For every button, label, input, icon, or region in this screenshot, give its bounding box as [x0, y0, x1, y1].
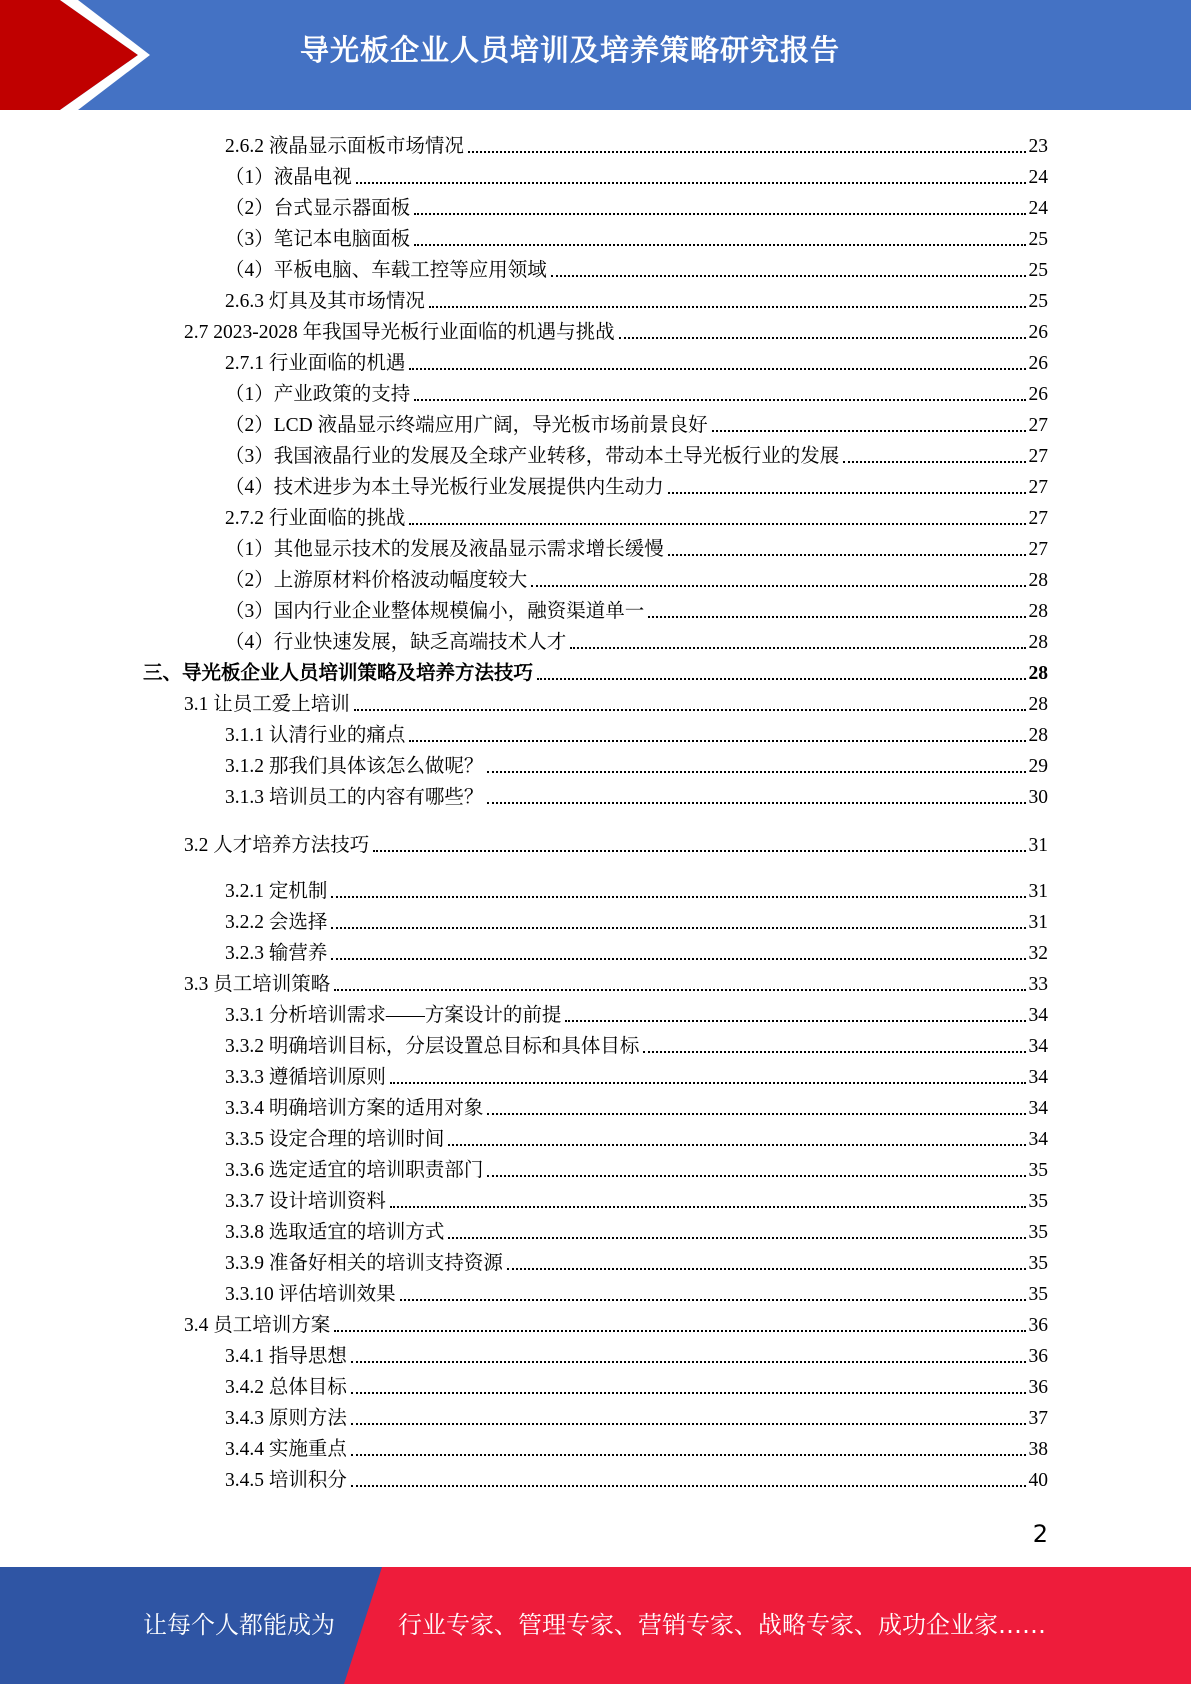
- toc-entry[interactable]: [225, 282, 1048, 313]
- toc-entry-page: 32: [1028, 943, 1048, 964]
- toc-entry-page: 33: [1028, 974, 1048, 995]
- toc-dot-leader: [507, 1268, 1026, 1270]
- toc-dot-leader: [487, 1175, 1025, 1177]
- toc-dot-leader: [712, 430, 1026, 432]
- toc-entry-label: （4）技术进步为本土导光板行业发展提供内生动力: [225, 477, 664, 498]
- toc-entry-label: 3.1.2 那我们具体该怎么做呢？: [225, 756, 484, 777]
- toc-dot-leader: [429, 306, 1026, 308]
- toc-entry-label: 3.1 让员工爱上培训: [184, 694, 350, 715]
- toc-entry-label: （1）液晶电视: [225, 167, 352, 188]
- toc-dot-leader: [619, 337, 1026, 339]
- toc-entry-label: （1）其他显示技术的发展及液晶显示需求增长缓慢: [225, 539, 664, 560]
- toc-entry[interactable]: [184, 1306, 1048, 1337]
- toc-dot-leader: [537, 678, 1025, 680]
- toc-dot-leader: [334, 989, 1025, 991]
- toc-entry[interactable]: [225, 468, 1048, 499]
- toc-entry[interactable]: [225, 189, 1048, 220]
- toc-entry-page: 31: [1028, 881, 1048, 902]
- toc-entry-label: （4）平板电脑、车载工控等应用领域: [225, 260, 547, 281]
- toc-dot-leader: [551, 275, 1026, 277]
- toc-entry-label: （3）我国液晶行业的发展及全球产业转移，带动本土导光板行业的发展: [225, 446, 840, 467]
- toc-entry-page: 40: [1028, 1470, 1048, 1491]
- toc-entry[interactable]: [225, 530, 1048, 561]
- toc-dot-leader: [331, 927, 1025, 929]
- toc-entry-label: 3.3.9 准备好相关的培训支持资源: [225, 1253, 503, 1274]
- toc-entry-page: 28: [1028, 601, 1048, 622]
- toc-entry-page: 27: [1028, 508, 1048, 529]
- toc-entry-label: 3.4.3 原则方法: [225, 1408, 347, 1429]
- toc-entry[interactable]: [225, 344, 1048, 375]
- toc-entry[interactable]: [225, 996, 1048, 1027]
- toc-dot-leader: [351, 1423, 1026, 1425]
- toc-dot-leader: [331, 958, 1025, 960]
- toc-entry-page: 34: [1028, 1005, 1048, 1026]
- toc-entry-label: 3.2.1 定机制: [225, 881, 328, 902]
- toc-entry-label: 2.7.2 行业面临的挑战: [225, 508, 406, 529]
- toc-entry[interactable]: [225, 716, 1048, 747]
- toc-dot-leader: [354, 709, 1026, 711]
- toc-entry[interactable]: [225, 1461, 1048, 1492]
- toc-entry[interactable]: [225, 592, 1048, 623]
- toc-entry-label: 3.3.3 遵循培训原则: [225, 1067, 386, 1088]
- toc-dot-leader: [468, 151, 1026, 153]
- toc-entry-page: 34: [1028, 1036, 1048, 1057]
- toc-entry-label: 3.3.10 评估培训效果: [225, 1284, 396, 1305]
- toc-entry[interactable]: [225, 903, 1048, 934]
- toc-dot-leader: [487, 771, 1025, 773]
- toc-entry-label: （2）LCD 液晶显示终端应用广阔，导光板市场前景良好: [225, 415, 708, 436]
- toc-dot-leader: [531, 585, 1025, 587]
- toc-entry[interactable]: [225, 437, 1048, 468]
- toc-entry-label: 3.3.4 明确培训方案的适用对象: [225, 1098, 484, 1119]
- toc-entry-label: （1）产业政策的支持: [225, 384, 411, 405]
- toc-entry-page: 27: [1028, 477, 1048, 498]
- toc-entry-page: 24: [1028, 198, 1048, 219]
- toc-entry[interactable]: [184, 826, 1048, 857]
- toc-dot-leader: [390, 1082, 1026, 1084]
- toc-entry-page: 35: [1028, 1222, 1048, 1243]
- toc-entry[interactable]: [225, 747, 1048, 778]
- toc-entry-label: 3.3.6 选定适宜的培训职责部门: [225, 1160, 484, 1181]
- toc-entry[interactable]: [225, 1182, 1048, 1213]
- toc-entry-label: 3.3.2 明确培训目标，分层设置总目标和具体目标: [225, 1036, 640, 1057]
- toc-entry-page: 28: [1028, 663, 1048, 684]
- toc-entry[interactable]: [225, 1368, 1048, 1399]
- toc-dot-leader: [400, 1299, 1026, 1301]
- toc-entry-label: 3.1.3 培训员工的内容有哪些？: [225, 787, 484, 808]
- toc-dot-leader: [668, 492, 1026, 494]
- toc-entry-label: 3.2 人才培养方法技巧: [184, 835, 370, 856]
- toc-entry[interactable]: [225, 1151, 1048, 1182]
- toc-entry[interactable]: [225, 406, 1048, 437]
- toc-entry-label: 3.4 员工培训方案: [184, 1315, 331, 1336]
- toc-entry[interactable]: [225, 1275, 1048, 1306]
- toc-dot-leader: [414, 213, 1025, 215]
- toc-entry-label: 2.6.2 液晶显示面板市场情况: [225, 136, 464, 157]
- header-arrow-decoration: [0, 0, 160, 110]
- toc-entry-page: 34: [1028, 1067, 1048, 1088]
- toc-dot-leader: [409, 740, 1025, 742]
- toc-entry-label: 三、导光板企业人员培训策略及培养方法技巧: [143, 663, 534, 684]
- toc-dot-leader: [843, 461, 1025, 463]
- toc-entry[interactable]: [225, 158, 1048, 189]
- toc-entry-label: 3.3.7 设计培训资料: [225, 1191, 386, 1212]
- toc-dot-leader: [570, 647, 1025, 649]
- toc-entry-label: 2.7.1 行业面临的机遇: [225, 353, 406, 374]
- toc-entry-page: 35: [1028, 1253, 1048, 1274]
- toc-entry-page: 25: [1028, 260, 1048, 281]
- toc-entry-page: 35: [1028, 1284, 1048, 1305]
- toc-dot-leader: [414, 399, 1025, 401]
- toc-entry[interactable]: [225, 1027, 1048, 1058]
- toc-entry-page: 26: [1028, 384, 1048, 405]
- toc-entry[interactable]: [225, 872, 1048, 903]
- toc-entry-label: 3.4.2 总体目标: [225, 1377, 347, 1398]
- toc-entry[interactable]: [225, 127, 1048, 158]
- toc-dot-leader: [648, 616, 1025, 618]
- toc-entry-page: 28: [1028, 694, 1048, 715]
- toc-entry-page: 31: [1028, 912, 1048, 933]
- toc-entry[interactable]: [184, 965, 1048, 996]
- toc-entry-page: 28: [1028, 570, 1048, 591]
- toc-entry-label: （2）上游原材料价格波动幅度较大: [225, 570, 528, 591]
- toc-entry-label: 3.4.1 指导思想: [225, 1346, 347, 1367]
- toc-entry[interactable]: [143, 654, 1048, 685]
- toc-entry-page: 23: [1028, 136, 1048, 157]
- toc-entry[interactable]: [184, 313, 1048, 344]
- toc-entry-page: 28: [1028, 632, 1048, 653]
- toc-entry[interactable]: [225, 778, 1048, 809]
- toc-dot-leader: [487, 802, 1025, 804]
- toc-dot-leader: [351, 1361, 1026, 1363]
- toc-entry-page: 38: [1028, 1439, 1048, 1460]
- toc-entry-page: 28: [1028, 725, 1048, 746]
- toc-dot-leader: [409, 523, 1025, 525]
- page-number: 2: [1032, 1520, 1048, 1548]
- toc-entry-page: 37: [1028, 1408, 1048, 1429]
- toc-entry-page: 36: [1028, 1346, 1048, 1367]
- toc-entry-page: 30: [1028, 787, 1048, 808]
- toc-entry[interactable]: [225, 1089, 1048, 1120]
- toc-entry[interactable]: [225, 1244, 1048, 1275]
- toc-entry-page: 29: [1028, 756, 1048, 777]
- toc-dot-leader: [448, 1237, 1025, 1239]
- toc-dot-leader: [351, 1485, 1026, 1487]
- toc-dot-leader: [334, 1330, 1025, 1332]
- toc-entry[interactable]: [225, 1430, 1048, 1461]
- toc-entry-label: 3.3 员工培训策略: [184, 974, 331, 995]
- toc-entry[interactable]: [225, 1213, 1048, 1244]
- toc-dot-leader: [643, 1051, 1025, 1053]
- toc-entry-label: 2.6.3 灯具及其市场情况: [225, 291, 425, 312]
- toc-dot-leader: [448, 1144, 1025, 1146]
- toc-entry-page: 36: [1028, 1315, 1048, 1336]
- toc-dot-leader: [331, 896, 1025, 898]
- toc-entry-label: （2）台式显示器面板: [225, 198, 411, 219]
- toc-entry[interactable]: [184, 685, 1048, 716]
- toc-entry-label: （3）国内行业企业整体规模偏小，融资渠道单一: [225, 601, 645, 622]
- page-title: 导光板企业人员培训及培养策略研究报告: [300, 33, 841, 67]
- toc-entry[interactable]: [225, 1058, 1048, 1089]
- footer-slogan-right: 行业专家、管理专家、营销专家、战略专家、成功企业家……: [398, 1611, 1046, 1639]
- toc-entry-page: 26: [1028, 353, 1048, 374]
- toc-entry-label: （3）笔记本电脑面板: [225, 229, 411, 250]
- toc-entry-label: 3.1.1 认清行业的痛点: [225, 725, 406, 746]
- toc-entry-label: 3.2.3 输营养: [225, 943, 328, 964]
- toc-entry-page: 27: [1028, 415, 1048, 436]
- toc-entry-page: 27: [1028, 539, 1048, 560]
- toc-dot-leader: [414, 244, 1025, 246]
- toc-entry[interactable]: [225, 561, 1048, 592]
- toc-dot-leader: [351, 1454, 1026, 1456]
- toc-entry[interactable]: [225, 1399, 1048, 1430]
- toc-entry-page: 25: [1028, 291, 1048, 312]
- toc-entry-page: 25: [1028, 229, 1048, 250]
- toc-entry-page: 31: [1028, 835, 1048, 856]
- toc-entry-page: 35: [1028, 1191, 1048, 1212]
- toc-entry-page: 26: [1028, 322, 1048, 343]
- toc-entry-label: 3.4.4 实施重点: [225, 1439, 347, 1460]
- toc-dot-leader: [487, 1113, 1025, 1115]
- toc-entry[interactable]: [225, 375, 1048, 406]
- toc-dot-leader: [668, 554, 1026, 556]
- toc-dot-leader: [565, 1020, 1025, 1022]
- page-header: [0, 0, 1191, 110]
- toc-entry-label: （4）行业快速发展，缺乏高端技术人才: [225, 632, 567, 653]
- toc-entry[interactable]: [225, 1120, 1048, 1151]
- toc-entry-page: 34: [1028, 1098, 1048, 1119]
- toc-dot-leader: [373, 850, 1025, 852]
- toc-entry-label: 3.3.5 设定合理的培训时间: [225, 1129, 445, 1150]
- toc-entry-label: 3.3.8 选取适宜的培训方式: [225, 1222, 445, 1243]
- toc-entry[interactable]: [225, 1337, 1048, 1368]
- toc-entry-page: 24: [1028, 167, 1048, 188]
- toc-entry-page: 36: [1028, 1377, 1048, 1398]
- toc-dot-leader: [390, 1206, 1026, 1208]
- toc-entry[interactable]: [225, 934, 1048, 965]
- page-footer: [0, 1567, 1191, 1684]
- toc-entry[interactable]: [225, 220, 1048, 251]
- footer-slogan-left: 让每个人都能成为: [143, 1611, 335, 1639]
- toc-entry-label: 3.3.1 分析培训需求——方案设计的前提: [225, 1005, 562, 1026]
- toc-entry-label: 3.2.2 会选择: [225, 912, 328, 933]
- toc-dot-leader: [409, 368, 1025, 370]
- toc-entry-page: 27: [1028, 446, 1048, 467]
- toc-dot-leader: [356, 182, 1026, 184]
- toc-entry-page: 34: [1028, 1129, 1048, 1150]
- toc-entry-label: 3.4.5 培训积分: [225, 1470, 347, 1491]
- toc-entry[interactable]: [225, 499, 1048, 530]
- toc-entry-page: 35: [1028, 1160, 1048, 1181]
- toc-dot-leader: [351, 1392, 1026, 1394]
- toc-entry-label: 2.7 2023-2028 年我国导光板行业面临的机遇与挑战: [184, 322, 615, 343]
- toc-entry[interactable]: [225, 251, 1048, 282]
- toc-entry[interactable]: [225, 623, 1048, 654]
